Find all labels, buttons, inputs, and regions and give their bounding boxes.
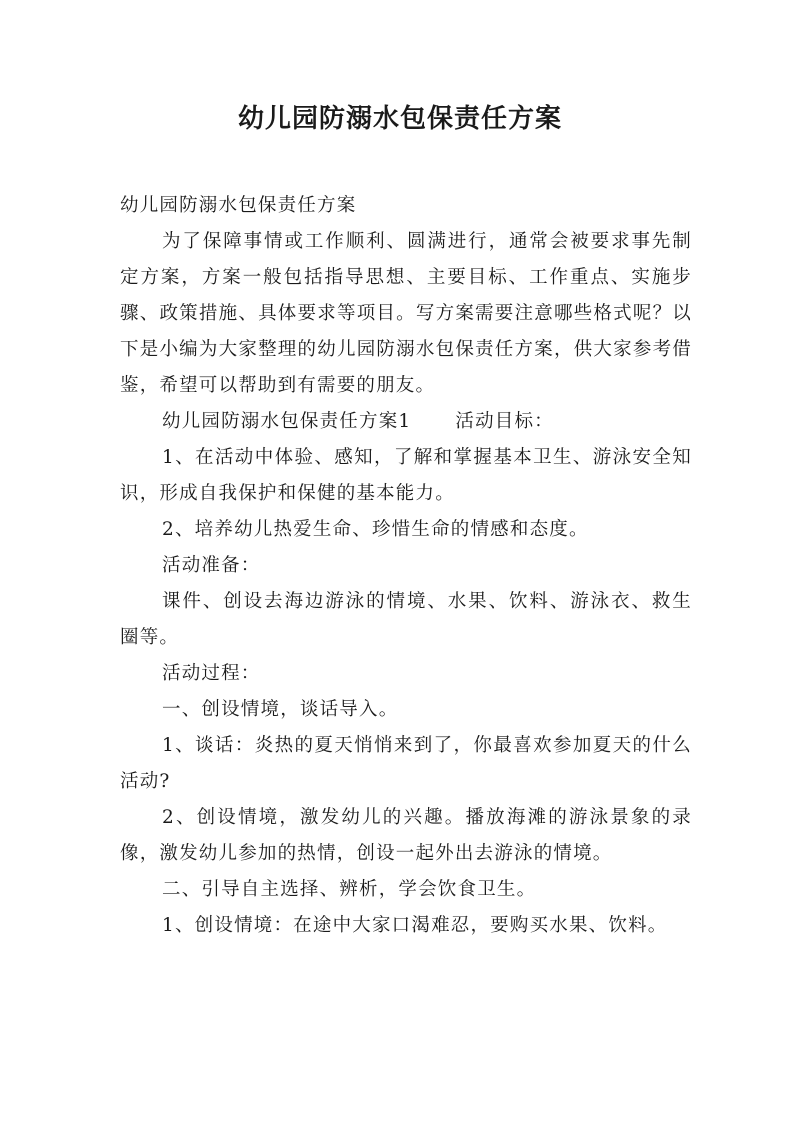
body-paragraph: 1、创设情境：在途中大家口渴难忍，要购买水果、饮料。 xyxy=(162,915,668,936)
intro-paragraph: 为了保障事情或工作顺利、圆满进行，通常会被要求事先制定方案，方案一般包括指导思想、主要目标、工作重点、实施步骤、政策措施、具体要求等项目。写方案需要注意哪些格式呢？以下是小编为大家整理的幼儿园防溺水包保责任方案，供大家参考借鉴，希望可以帮助到有需要的朋友。 xyxy=(120,231,692,396)
section-heading: 幼儿园防溺水包保责任方案1 xyxy=(162,411,412,432)
goal-label: 活动目标： xyxy=(455,411,554,432)
body-paragraph: 2、创设情境，激发幼儿的兴趣。播放海滩的游泳景象的录像，激发幼儿参加的热情，创设一起外出去游泳的情境。 xyxy=(120,807,692,864)
body-paragraph: 2、培养幼儿热爱生命、珍惜生命的情感和态度。 xyxy=(162,519,589,540)
body-paragraph: 活动过程： xyxy=(162,663,261,684)
document-title: 幼儿园防溺水包保责任方案 xyxy=(237,104,562,134)
body-paragraph: 1、在活动中体验、感知，了解和掌握基本卫生、游泳安全知识，形成自我保护和保健的基本能力。 xyxy=(120,447,692,504)
document-body xyxy=(120,188,692,944)
body-paragraph: 一、创设情境，谈话导入。 xyxy=(162,699,399,720)
section-heading-line xyxy=(120,404,692,440)
body-paragraph: 二、引导自主选择、辨析，学会饮食卫生。 xyxy=(162,879,537,900)
body-paragraph: 活动准备： xyxy=(162,555,261,576)
subtitle-line: 幼儿园防溺水包保责任方案 xyxy=(120,195,357,216)
body-paragraph: 1、谈话：炎热的夏天悄悄来到了，你最喜欢参加夏天的什么活动? xyxy=(120,735,692,792)
body-paragraph: 课件、创设去海边游泳的情境、水果、饮料、游泳衣、救生圈等。 xyxy=(120,591,692,648)
